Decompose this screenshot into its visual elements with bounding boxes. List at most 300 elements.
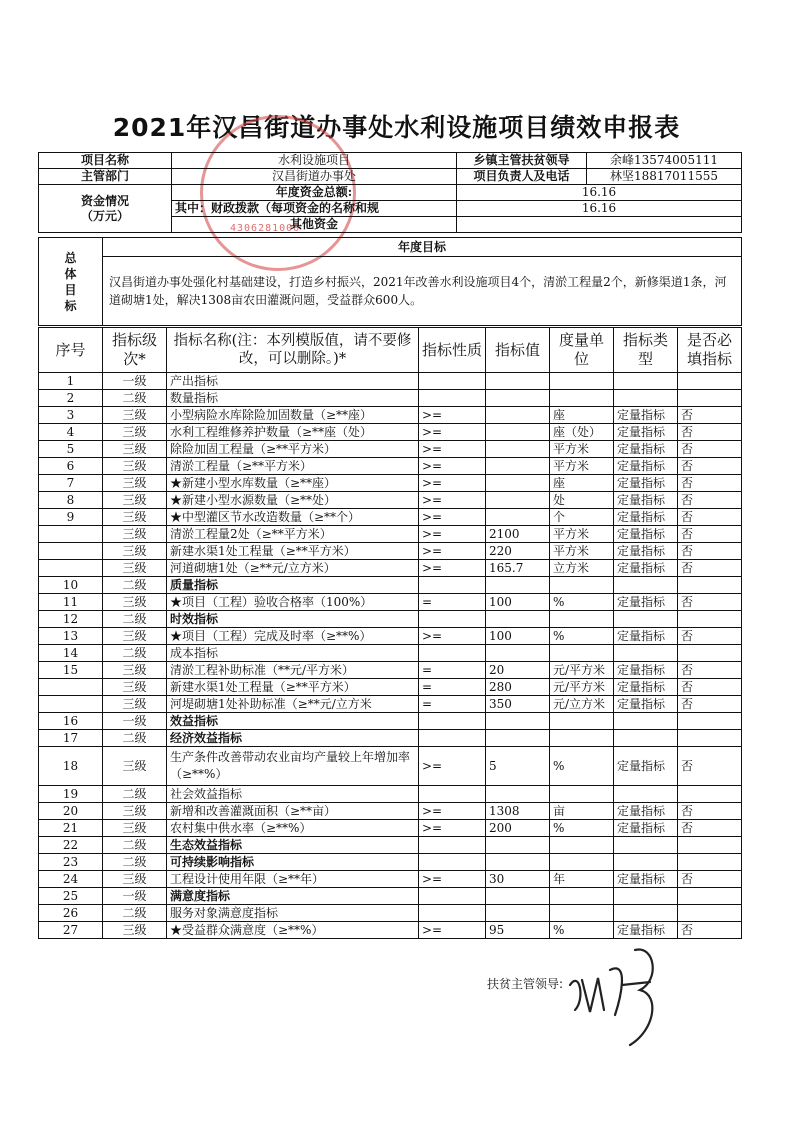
row-level: 二级 [103, 611, 167, 628]
row-level: 二级 [103, 390, 167, 407]
township-leader-value: 余峰13574005111 [587, 153, 742, 169]
row-unit: 平方米 [550, 526, 614, 543]
row-op: >= [419, 543, 486, 560]
row-op [419, 645, 486, 662]
row-type: 定量指标 [614, 475, 678, 492]
row-required: 否 [678, 662, 742, 679]
row-no: 15 [39, 662, 103, 679]
row-type: 定量指标 [614, 492, 678, 509]
row-name: 清淤工程量2处（≥**平方米） [167, 526, 419, 543]
row-name: 农村集中供水率（≥**%） [167, 820, 419, 837]
row-level: 三级 [103, 424, 167, 441]
row-name: 除险加固工程量（≥**平方米） [167, 441, 419, 458]
row-level: 三级 [103, 628, 167, 645]
row-op: >= [419, 407, 486, 424]
row-name: 生产条件改善带动农业亩均产量较上年增加率（≥**%） [167, 747, 419, 786]
row-op [419, 854, 486, 871]
row-type: 定量指标 [614, 543, 678, 560]
row-required [678, 373, 742, 390]
year-goal-text: 汉昌街道办事处强化村基础建设，打造乡村振兴，2021年改善水利设施项目4个，清淤工程量2个，新修渠道1条，河道砌塘1处，解决1308亩农田灌溉问题，受益群众600人。 [103, 257, 742, 326]
row-type: 定量指标 [614, 747, 678, 786]
row-type [614, 611, 678, 628]
col-head-name: 指标名称(注：本列模版值，请不要修改，可以删除。)* [167, 328, 419, 373]
row-name: ★新建小型水库数量（≥**座） [167, 475, 419, 492]
row-name: 河道砌塘1处（≥**元/立方米） [167, 560, 419, 577]
row-type: 定量指标 [614, 871, 678, 888]
goal-table [38, 237, 742, 326]
row-unit: % [550, 820, 614, 837]
row-level: 三级 [103, 407, 167, 424]
row-unit: 个 [550, 509, 614, 526]
row-no: 13 [39, 628, 103, 645]
row-no [39, 560, 103, 577]
row-op: >= [419, 441, 486, 458]
row-type: 定量指标 [614, 922, 678, 939]
row-no: 17 [39, 730, 103, 747]
row-no: 5 [39, 441, 103, 458]
row-op: = [419, 662, 486, 679]
row-name: ★项目（工程）验收合格率（100%） [167, 594, 419, 611]
row-required: 否 [678, 922, 742, 939]
col-head-value: 指标值 [486, 328, 550, 373]
row-level: 二级 [103, 854, 167, 871]
row-type [614, 905, 678, 922]
row-op [419, 390, 486, 407]
row-required: 否 [678, 696, 742, 713]
row-no: 11 [39, 594, 103, 611]
row-type [614, 786, 678, 803]
row-value: 100 [486, 594, 550, 611]
row-op [419, 888, 486, 905]
row-level: 二级 [103, 577, 167, 594]
row-name: 时效指标 [167, 611, 419, 628]
row-no: 12 [39, 611, 103, 628]
row-op: >= [419, 628, 486, 645]
row-required: 否 [678, 458, 742, 475]
row-unit [550, 390, 614, 407]
table-row [39, 390, 742, 407]
row-type [614, 373, 678, 390]
row-unit: % [550, 747, 614, 786]
row-op [419, 786, 486, 803]
table-row [39, 492, 742, 509]
table-row [39, 373, 742, 390]
row-value [486, 854, 550, 871]
row-op: >= [419, 475, 486, 492]
table-row [39, 645, 742, 662]
row-level: 三级 [103, 679, 167, 696]
table-row [39, 543, 742, 560]
row-type [614, 645, 678, 662]
row-value: 95 [486, 922, 550, 939]
table-row [39, 747, 742, 786]
row-unit [550, 373, 614, 390]
row-no: 25 [39, 888, 103, 905]
owner-label: 项目负责人及电话 [457, 169, 587, 185]
row-required: 否 [678, 441, 742, 458]
table-row [39, 560, 742, 577]
row-value: 1308 [486, 803, 550, 820]
row-level: 三级 [103, 820, 167, 837]
row-required: 否 [678, 509, 742, 526]
row-value [486, 373, 550, 390]
row-required [678, 905, 742, 922]
row-level: 二级 [103, 905, 167, 922]
row-op: >= [419, 820, 486, 837]
row-op: >= [419, 492, 486, 509]
row-type: 定量指标 [614, 441, 678, 458]
row-unit [550, 577, 614, 594]
row-unit: 平方米 [550, 458, 614, 475]
row-type: 定量指标 [614, 560, 678, 577]
row-required: 否 [678, 820, 742, 837]
row-op [419, 713, 486, 730]
row-level: 三级 [103, 458, 167, 475]
row-value [486, 492, 550, 509]
row-unit: 处 [550, 492, 614, 509]
table-row [39, 509, 742, 526]
table-row [39, 611, 742, 628]
row-value: 100 [486, 628, 550, 645]
row-required: 否 [678, 803, 742, 820]
row-required: 否 [678, 628, 742, 645]
row-op: >= [419, 747, 486, 786]
row-value [486, 458, 550, 475]
row-value [486, 611, 550, 628]
row-level: 三级 [103, 560, 167, 577]
row-value: 20 [486, 662, 550, 679]
row-unit: 座 [550, 407, 614, 424]
row-name: 水利工程维修养护数量（≥**座（处） [167, 424, 419, 441]
row-no: 20 [39, 803, 103, 820]
row-level: 三级 [103, 543, 167, 560]
row-op: = [419, 679, 486, 696]
row-required: 否 [678, 543, 742, 560]
row-op: >= [419, 458, 486, 475]
row-level: 二级 [103, 837, 167, 854]
row-name: 效益指标 [167, 713, 419, 730]
owner-value: 林坚18817011555 [587, 169, 742, 185]
row-unit [550, 837, 614, 854]
col-head-level: 指标级次* [103, 328, 167, 373]
row-value [486, 888, 550, 905]
row-no [39, 696, 103, 713]
row-op: >= [419, 922, 486, 939]
row-name: 新建水渠1处工程量（≥**平方米） [167, 543, 419, 560]
row-value [486, 424, 550, 441]
row-unit: 座（处） [550, 424, 614, 441]
fiscal-value: 16.16 [457, 201, 742, 217]
row-no: 21 [39, 820, 103, 837]
table-row [39, 679, 742, 696]
row-unit: 元/平方米 [550, 662, 614, 679]
row-required [678, 713, 742, 730]
row-unit [550, 645, 614, 662]
project-name-label: 项目名称 [39, 153, 172, 169]
table-row [39, 424, 742, 441]
row-type [614, 713, 678, 730]
row-op: >= [419, 424, 486, 441]
row-required: 否 [678, 424, 742, 441]
row-level: 三级 [103, 747, 167, 786]
row-name: 清淤工程补助标准（**元/平方米） [167, 662, 419, 679]
row-value [486, 905, 550, 922]
table-row [39, 905, 742, 922]
row-required: 否 [678, 560, 742, 577]
row-level: 三级 [103, 509, 167, 526]
indicator-table [38, 327, 742, 939]
row-no: 23 [39, 854, 103, 871]
row-value [486, 441, 550, 458]
row-no: 26 [39, 905, 103, 922]
row-level: 一级 [103, 713, 167, 730]
row-no [39, 679, 103, 696]
row-type: 定量指标 [614, 696, 678, 713]
row-no: 22 [39, 837, 103, 854]
row-unit: % [550, 628, 614, 645]
row-op: = [419, 696, 486, 713]
row-op [419, 837, 486, 854]
row-unit: 平方米 [550, 441, 614, 458]
fiscal-label: 其中：财政拨款（每项资金的名称和规 [172, 201, 457, 217]
annual-total-value: 16.16 [457, 185, 742, 201]
row-no: 19 [39, 786, 103, 803]
table-row [39, 786, 742, 803]
year-goal-label: 年度目标 [103, 238, 742, 257]
row-op: = [419, 594, 486, 611]
table-row [39, 713, 742, 730]
row-no: 24 [39, 871, 103, 888]
row-no: 18 [39, 747, 103, 786]
row-op [419, 577, 486, 594]
table-row [39, 526, 742, 543]
row-required [678, 390, 742, 407]
row-value [486, 475, 550, 492]
row-required: 否 [678, 407, 742, 424]
row-value: 220 [486, 543, 550, 560]
row-no: 2 [39, 390, 103, 407]
row-required: 否 [678, 871, 742, 888]
row-type [614, 837, 678, 854]
row-name: 质量指标 [167, 577, 419, 594]
row-no: 4 [39, 424, 103, 441]
row-unit [550, 730, 614, 747]
row-unit: 元/平方米 [550, 679, 614, 696]
row-level: 三级 [103, 492, 167, 509]
row-type: 定量指标 [614, 803, 678, 820]
col-head-op: 指标性质 [419, 328, 486, 373]
row-value [486, 645, 550, 662]
row-required [678, 645, 742, 662]
table-row [39, 407, 742, 424]
row-name: 生态效益指标 [167, 837, 419, 854]
row-name: 满意度指标 [167, 888, 419, 905]
row-required: 否 [678, 747, 742, 786]
row-name: 成本指标 [167, 645, 419, 662]
col-head-type: 指标类型 [614, 328, 678, 373]
row-value [486, 786, 550, 803]
row-unit: 元/立方米 [550, 696, 614, 713]
row-name: 可持续影响指标 [167, 854, 419, 871]
row-value [486, 407, 550, 424]
row-level: 一级 [103, 888, 167, 905]
row-name: 河堤砌塘1处补助标准（≥**元/立方米 [167, 696, 419, 713]
row-no: 10 [39, 577, 103, 594]
row-name: 产出指标 [167, 373, 419, 390]
table-row [39, 662, 742, 679]
table-row [39, 854, 742, 871]
row-required [678, 837, 742, 854]
signer-label: 扶贫主管领导: [487, 977, 564, 991]
row-level: 三级 [103, 594, 167, 611]
row-required [678, 888, 742, 905]
row-type [614, 888, 678, 905]
col-head-unit: 度量单位 [550, 328, 614, 373]
other-funds-label: 其他资金 [172, 217, 457, 233]
row-level: 三级 [103, 696, 167, 713]
row-type: 定量指标 [614, 662, 678, 679]
row-required: 否 [678, 492, 742, 509]
other-funds-value [457, 217, 742, 233]
stamp-number: 4306281000 [230, 223, 301, 234]
row-type [614, 854, 678, 871]
row-type [614, 730, 678, 747]
row-op [419, 373, 486, 390]
row-level: 一级 [103, 373, 167, 390]
row-type [614, 577, 678, 594]
row-op: >= [419, 803, 486, 820]
table-header-row [39, 328, 742, 373]
dept-value: 汉昌街道办事处 [172, 169, 457, 185]
row-unit: 年 [550, 871, 614, 888]
row-value: 280 [486, 679, 550, 696]
row-no: 16 [39, 713, 103, 730]
row-name: ★新建小型水源数量（≥**处） [167, 492, 419, 509]
row-op [419, 905, 486, 922]
table-row [39, 458, 742, 475]
row-level: 二级 [103, 730, 167, 747]
row-no [39, 526, 103, 543]
row-type: 定量指标 [614, 628, 678, 645]
row-no: 1 [39, 373, 103, 390]
table-row [39, 594, 742, 611]
row-name: ★项目（工程）完成及时率（≥**%） [167, 628, 419, 645]
row-required [678, 577, 742, 594]
table-row [39, 441, 742, 458]
row-value [486, 713, 550, 730]
row-name: ★中型灌区节水改造数量（≥**个） [167, 509, 419, 526]
header-table [38, 152, 742, 233]
table-row [39, 871, 742, 888]
dept-label: 主管部门 [39, 169, 172, 185]
row-value [486, 577, 550, 594]
annual-total-label: 年度资金总额: [172, 185, 457, 201]
table-row [39, 922, 742, 939]
row-no: 8 [39, 492, 103, 509]
row-unit [550, 611, 614, 628]
row-name: 数量指标 [167, 390, 419, 407]
row-name: 小型病险水库除险加固数量（≥**座） [167, 407, 419, 424]
row-required: 否 [678, 594, 742, 611]
row-op: >= [419, 560, 486, 577]
row-name: 社会效益指标 [167, 786, 419, 803]
row-no: 9 [39, 509, 103, 526]
row-value: 2100 [486, 526, 550, 543]
table-row [39, 628, 742, 645]
table-row [39, 820, 742, 837]
row-level: 三级 [103, 441, 167, 458]
table-row [39, 837, 742, 854]
table-row [39, 803, 742, 820]
row-name: ★受益群众满意度（≥**%） [167, 922, 419, 939]
row-name: 经济效益指标 [167, 730, 419, 747]
row-unit [550, 888, 614, 905]
row-unit: % [550, 922, 614, 939]
row-value: 30 [486, 871, 550, 888]
row-required: 否 [678, 526, 742, 543]
row-level: 二级 [103, 786, 167, 803]
row-no: 6 [39, 458, 103, 475]
overall-goal-label: 总 体 目 标 [39, 238, 103, 326]
row-value: 200 [486, 820, 550, 837]
row-unit [550, 786, 614, 803]
row-type: 定量指标 [614, 509, 678, 526]
row-level: 三级 [103, 526, 167, 543]
row-unit: 座 [550, 475, 614, 492]
row-type: 定量指标 [614, 679, 678, 696]
row-name: 清淤工程量（≥**平方米） [167, 458, 419, 475]
row-value [486, 730, 550, 747]
table-row [39, 730, 742, 747]
row-value: 5 [486, 747, 550, 786]
row-level: 三级 [103, 803, 167, 820]
township-leader-label: 乡镇主管扶贫领导 [457, 153, 587, 169]
row-type: 定量指标 [614, 424, 678, 441]
row-required: 否 [678, 475, 742, 492]
row-unit: 亩 [550, 803, 614, 820]
row-type: 定量指标 [614, 594, 678, 611]
row-no [39, 543, 103, 560]
row-value [486, 390, 550, 407]
row-required [678, 730, 742, 747]
col-head-no: 序号 [39, 328, 103, 373]
table-row [39, 696, 742, 713]
project-name-value: 水利设施项目 [172, 153, 457, 169]
row-value: 350 [486, 696, 550, 713]
row-level: 二级 [103, 645, 167, 662]
row-type: 定量指标 [614, 458, 678, 475]
row-required: 否 [678, 679, 742, 696]
row-unit [550, 713, 614, 730]
row-no: 27 [39, 922, 103, 939]
row-name: 新建水渠1处工程量（≥**平方米） [167, 679, 419, 696]
row-required [678, 786, 742, 803]
row-level: 三级 [103, 662, 167, 679]
table-row [39, 577, 742, 594]
row-value [486, 509, 550, 526]
table-row [39, 475, 742, 492]
row-type: 定量指标 [614, 820, 678, 837]
row-value: 165.7 [486, 560, 550, 577]
row-unit [550, 854, 614, 871]
row-name: 服务对象满意度指标 [167, 905, 419, 922]
handwritten-signature [560, 940, 700, 1050]
row-value [486, 837, 550, 854]
row-level: 三级 [103, 871, 167, 888]
row-unit [550, 905, 614, 922]
row-op: >= [419, 509, 486, 526]
row-name: 新增和改善灌溉面积（≥**亩） [167, 803, 419, 820]
